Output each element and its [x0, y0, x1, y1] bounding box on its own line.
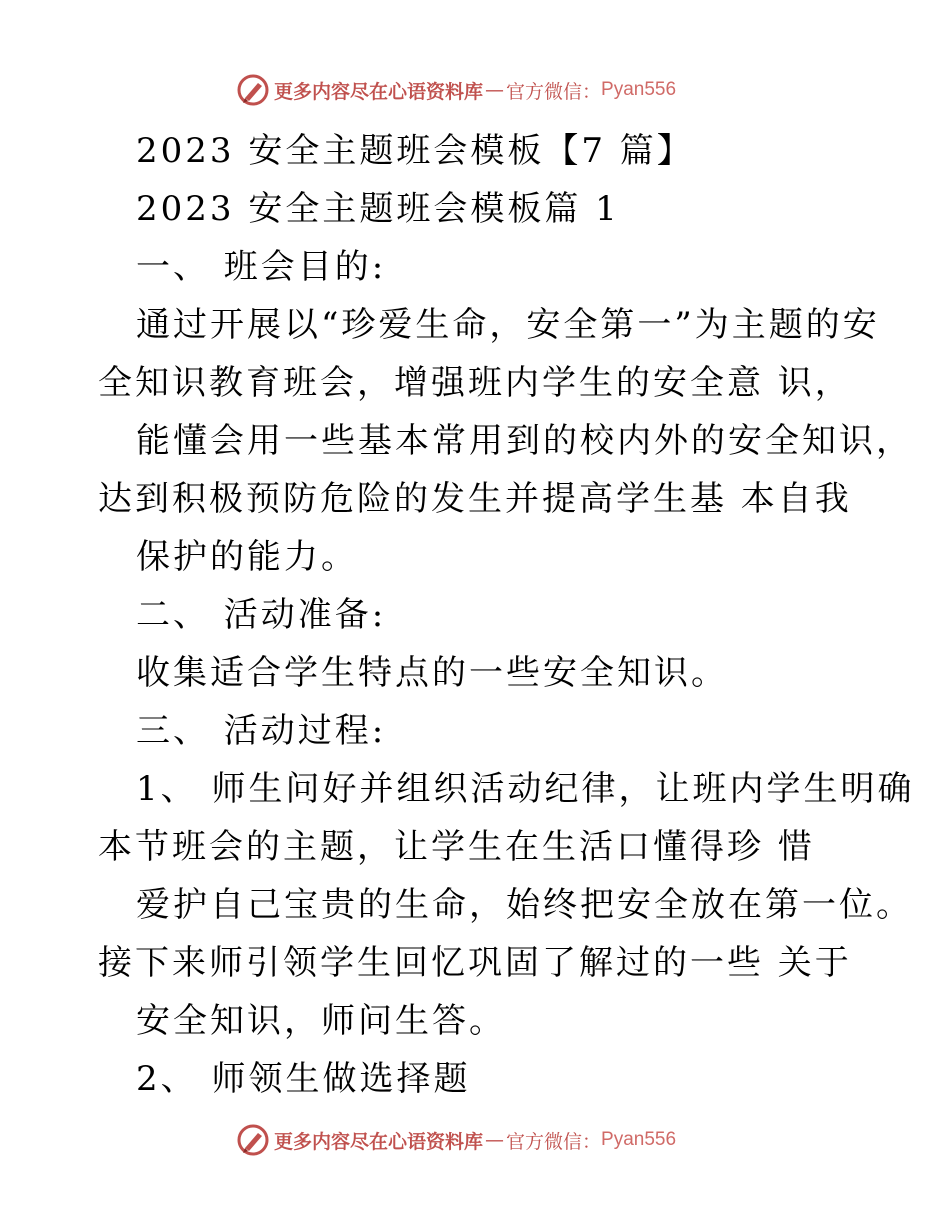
paragraph-line: 爱护自己宝贵的生命，始终把安全放在第一位。 [136, 885, 913, 925]
watermark-brand: 更多内容尽在心语资料库 [274, 80, 484, 103]
doc-title: 2023 安全主题班会模板【7 篇】 [136, 131, 694, 171]
heading-purpose: 一、 班会目的: [136, 247, 387, 287]
watermark-wechat-id: Pyan556 [601, 1129, 677, 1150]
section-title: 2023 安全主题班会模板篇 1 [136, 189, 620, 229]
watermark-dash: — [485, 79, 505, 101]
paragraph-line: 1、 师生问好并组织活动纪律，让班内学生明确 [136, 769, 915, 809]
paragraph-line: 收集适合学生特点的一些安全知识。 [136, 653, 728, 693]
document-body [0, 122, 950, 1108]
paragraph-line: 接下来师引领学生回忆巩固了解过的一些 关于 [98, 943, 852, 983]
footer-watermark [236, 1122, 676, 1158]
paragraph-line: 通过开展以“珍爱生命，安全第一”为主题的安 [136, 305, 880, 345]
paragraph-line: 保护的能力。 [136, 537, 358, 577]
pen-logo-icon [236, 1123, 270, 1157]
paragraph-line: 安全知识，师问生答。 [136, 1001, 506, 1041]
heading-preparation: 二、 活动准备: [136, 595, 387, 635]
pen-logo-icon [236, 73, 270, 107]
heading-process: 三、 活动过程: [136, 711, 387, 751]
paragraph-line: 达到积极预防危险的发生并提高学生基 本自我 [98, 479, 852, 519]
paragraph-line: 2、 师领生做选择题 [136, 1059, 471, 1099]
watermark-brand: 更多内容尽在心语资料库 [274, 1130, 484, 1153]
watermark-label: 官方微信： [506, 80, 602, 103]
watermark-wechat-id: Pyan556 [601, 79, 677, 100]
paragraph-line: 能懂会用一些基本常用到的校内外的安全知识， [136, 421, 913, 461]
watermark-label: 官方微信： [506, 1130, 602, 1153]
paragraph-line: 本节班会的主题，让学生在生活口懂得珍 惜 [98, 827, 815, 867]
paragraph-line: 全知识教育班会，增强班内学生的安全意 识， [98, 363, 852, 403]
watermark-dash: — [485, 1129, 505, 1151]
header-watermark [236, 72, 676, 108]
